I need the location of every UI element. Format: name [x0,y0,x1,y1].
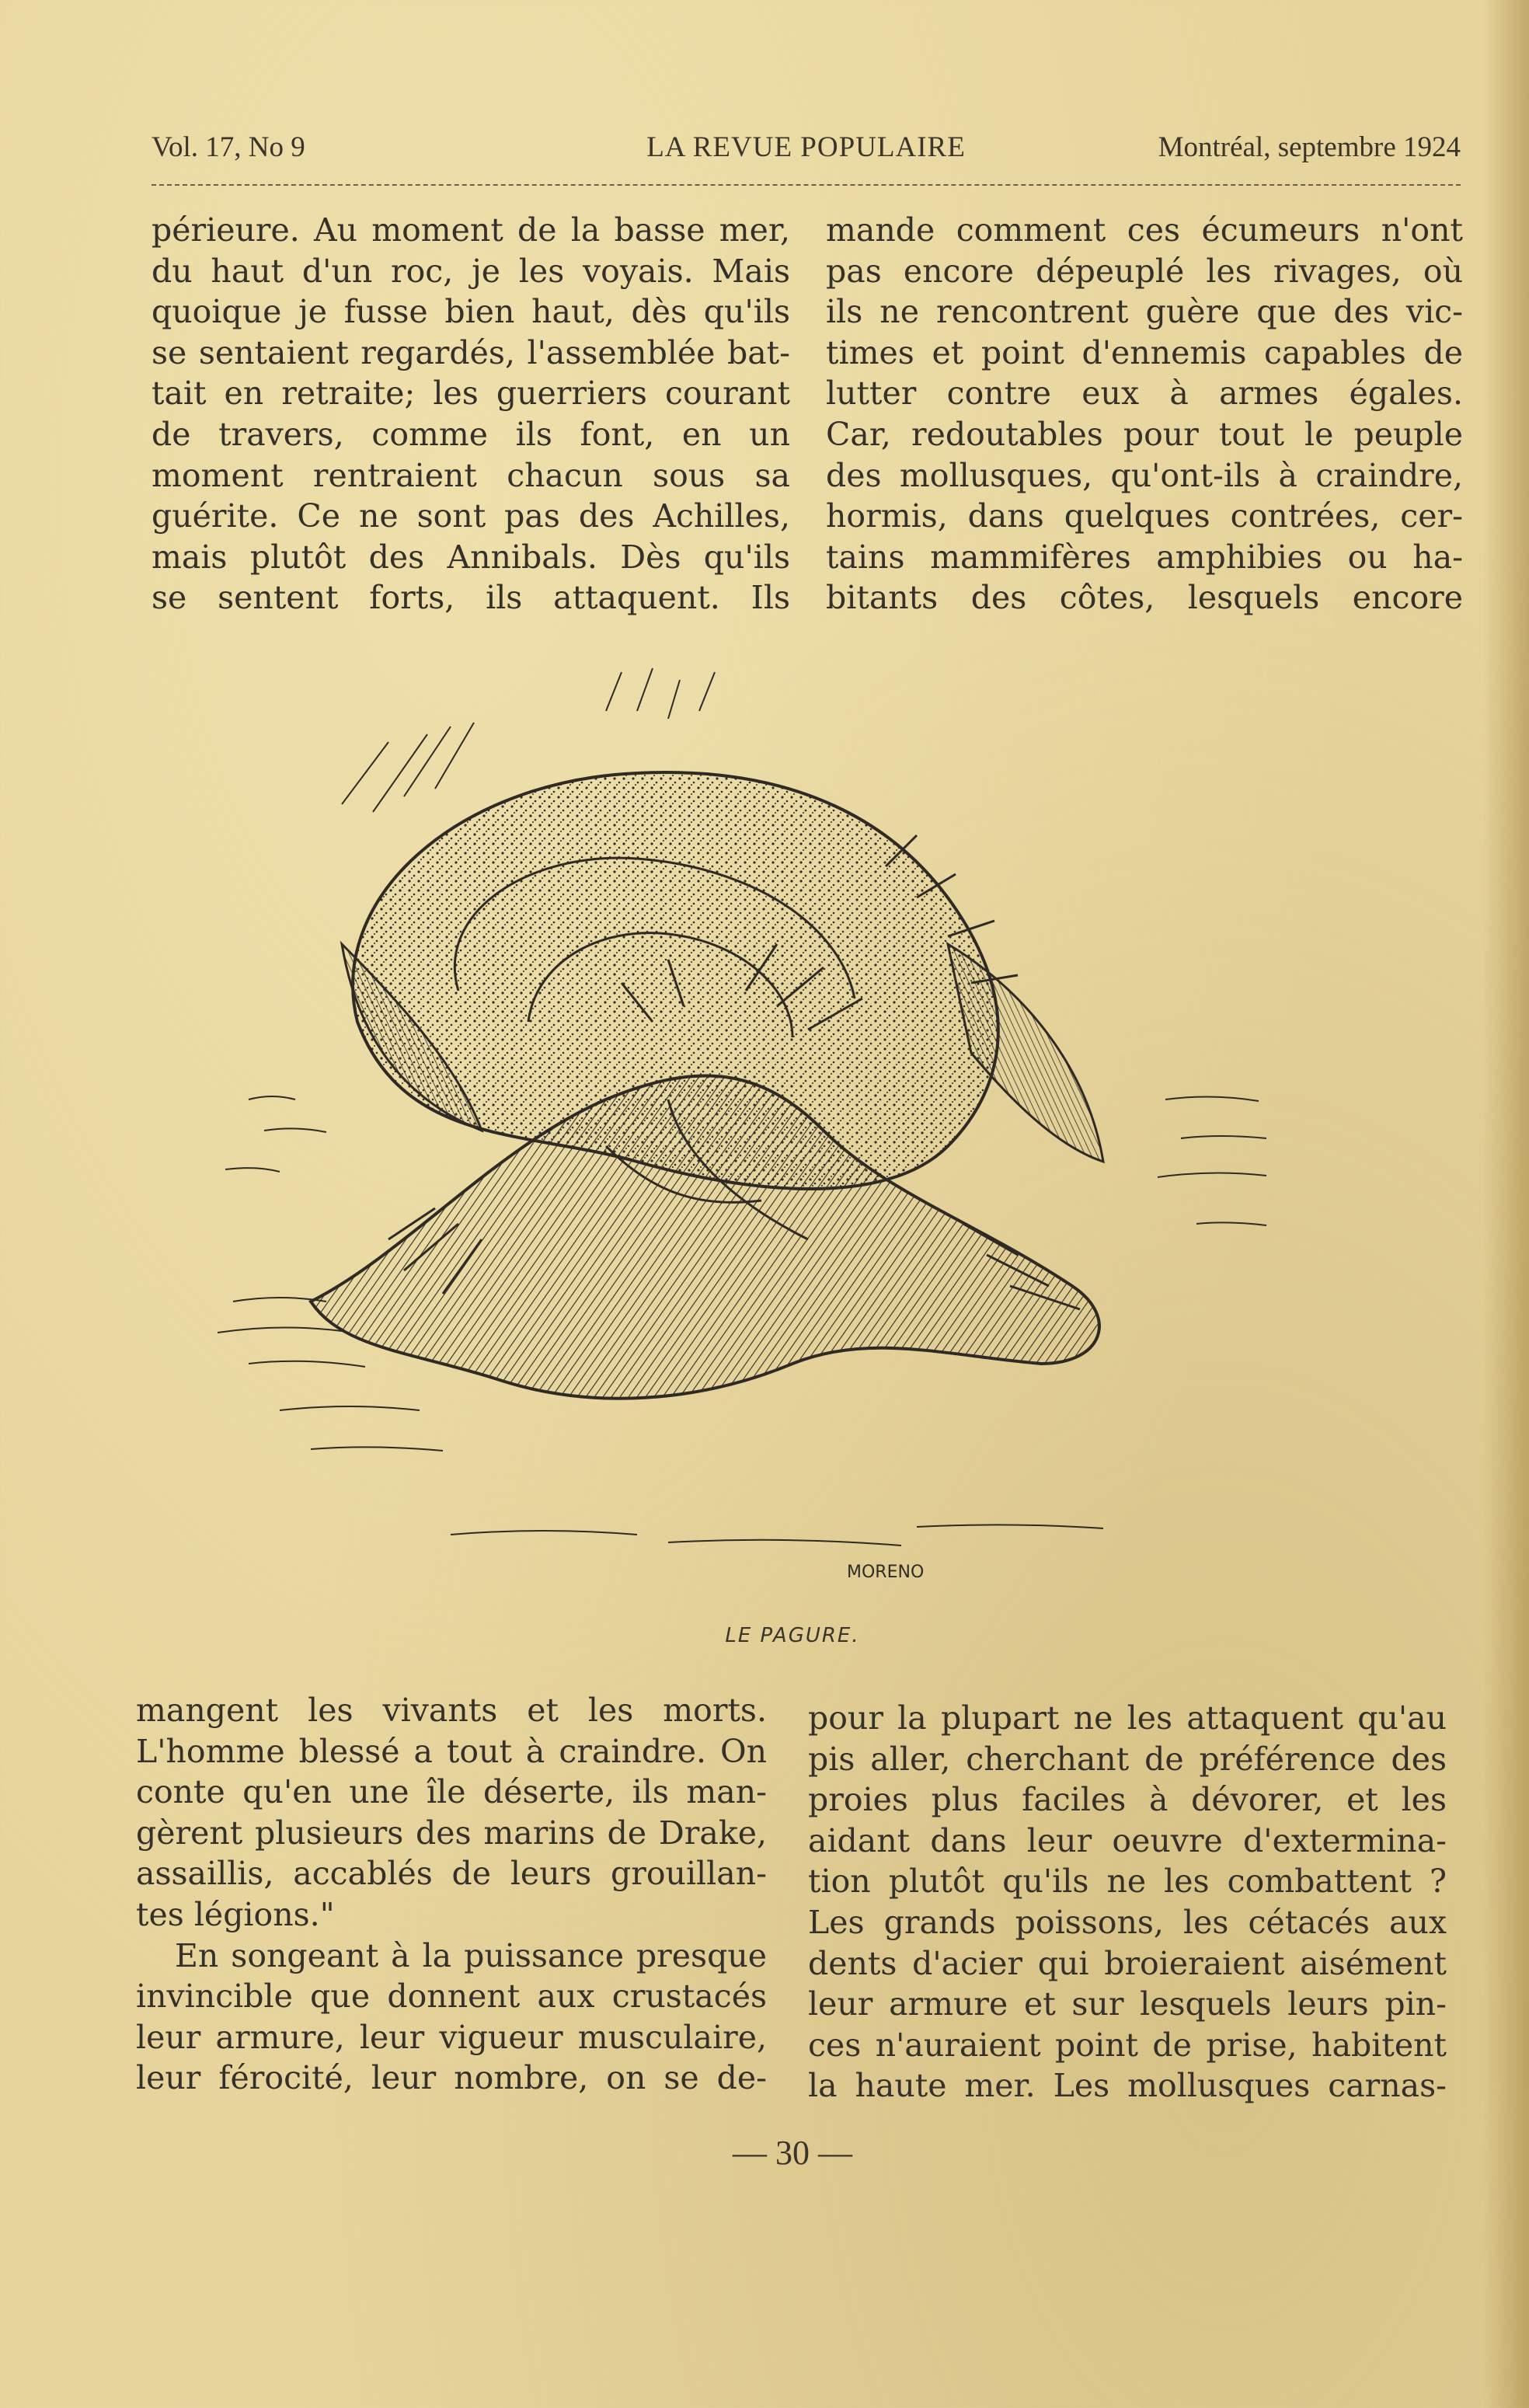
text-line: la haute mer. Les mollusques carnas- [808,2067,1447,2105]
text-column-bottom-left [136,1690,767,2099]
text-column-bottom-right [808,1698,1447,2107]
text-line: pour la plupart ne les attaquent qu'au [808,1699,1447,1737]
text-line: En songeant à la puissance presque [175,1936,767,1974]
figure-caption: LE PAGURE. [725,1624,860,1647]
text-line: times et point d'ennemis capables de [826,333,1463,371]
artist-signature: MORENO [847,1563,925,1582]
page-number: — 30 — [733,2134,852,2172]
text-line: lutter contre eux à armes égales. [826,375,1463,413]
text-line: invincible que donnent aux crustacés [136,1978,767,2016]
text-line: leur armure et sur lesquels leurs pin- [808,1985,1447,2023]
text-line: du haut d'un roc, je les voyais. Mais [152,252,790,290]
text-line: Les grands poissons, les cétacés aux [808,1903,1447,1941]
page-edge-shadow [1482,0,1529,2408]
text-line: conte qu'en une île déserte, ils man- [136,1773,767,1811]
text-line: bitants des côtes, lesquels encore [826,579,1463,617]
text-line: assaillis, accablés de leurs grouillan- [136,1855,767,1893]
text-line: pis aller, cherchant de préférence des [808,1740,1447,1778]
text-line: des mollusques, qu'ont-ils à craindre, [826,456,1463,494]
text-line: gèrent plusieurs des marins de Drake, [136,1814,767,1852]
text-line: tait en retraite; les guerriers courant [152,375,790,413]
text-line: L'homme blessé a tout à craindre. On [136,1732,767,1770]
text-line: leur armure, leur vigueur musculaire, [136,2018,767,2056]
crab-body-icon [311,1075,1099,1398]
text-line: ils ne rencontrent guère que des vic- [826,293,1463,331]
text-line: périeure. Au moment de la basse mer, [152,211,790,249]
text-line: quoique je fusse bien haut, dès qu'ils [152,293,790,331]
text-line: se sentent forts, ils attaquent. Ils [152,579,790,617]
text-line: guérite. Ce ne sont pas des Achilles, [152,497,790,535]
hermit-crab-illustration [202,664,1321,1597]
text-line: proies plus faciles à dévorer, et les [808,1781,1447,1819]
text-line: tains mammifères amphibies ou ha- [826,538,1463,576]
text-line: Car, redoutables pour tout le peuple [826,415,1463,453]
text-line: mangent les vivants et les morts. [136,1692,767,1729]
text-line: de travers, comme ils font, en un [152,415,790,453]
volume-number: Vol. 17, No 9 [152,131,305,163]
text-line: tion plutôt qu'ils ne les combattent ? [808,1863,1447,1901]
text-column-top-right [826,210,1463,619]
text-line: se sentaient regardés, l'assemblée bat- [152,333,790,371]
text-line: pas encore dépeuplé les rivages, où [826,252,1463,290]
text-line: tes légions." [136,1895,335,1933]
text-line: aidant dans leur oeuvre d'extermina- [808,1821,1447,1859]
magazine-title: LA REVUE POPULAIRE [646,131,966,163]
text-line: mande comment ces écumeurs n'ont [826,211,1463,249]
text-column-top-left [152,210,790,619]
dateline: Montréal, septembre 1924 [1158,131,1461,163]
text-line: moment rentraient chacun sous sa [152,456,790,494]
text-line: mais plutôt des Annibals. Dès qu'ils [152,538,790,576]
text-line: ces n'auraient point de prise, habitent [808,2026,1447,2064]
text-line: hormis, dans quelques contrées, cer- [826,497,1463,535]
header-rule [152,184,1461,186]
text-line: leur férocité, leur nombre, on se de- [136,2059,767,2097]
running-header [152,131,1461,177]
text-line: dents d'acier qui broieraient aisément [808,1944,1447,1982]
